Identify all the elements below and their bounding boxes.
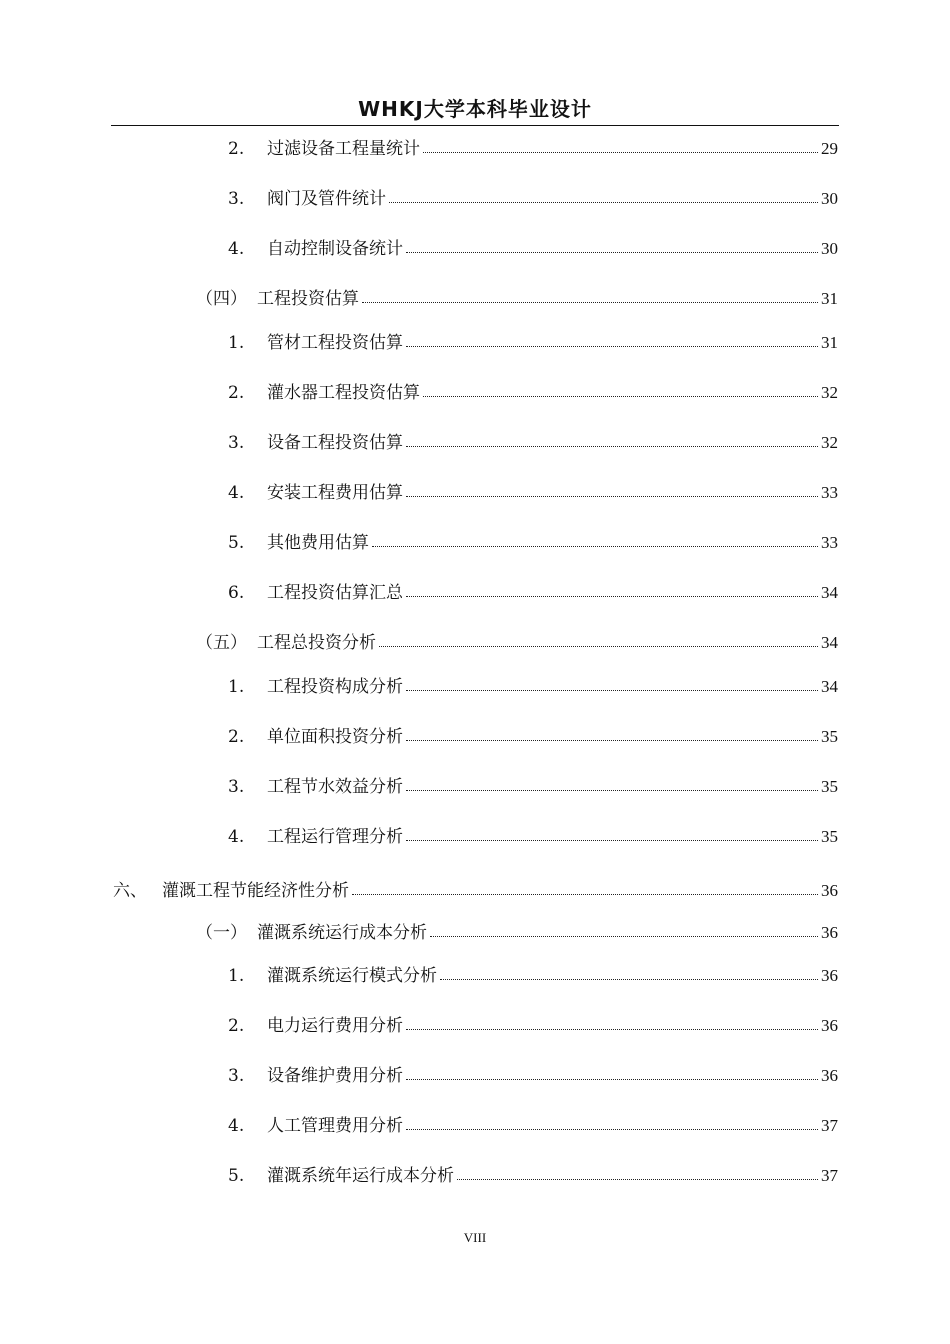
toc-entry[interactable] <box>228 481 838 505</box>
toc-entry[interactable] <box>228 825 838 849</box>
toc-entry-page: 31 <box>821 333 838 352</box>
toc-entry-title: 工程总投资分析 <box>257 633 376 653</box>
toc-entry-page: 37 <box>821 1166 838 1185</box>
toc-entry[interactable] <box>228 1014 838 1038</box>
toc-entry-title: 人工管理费用分析 <box>267 1116 403 1136</box>
toc-entry[interactable] <box>228 531 838 555</box>
toc-entry[interactable] <box>228 331 838 355</box>
toc-entry-page: 36 <box>821 1066 838 1085</box>
toc-entry-number: 5. <box>228 533 245 553</box>
toc-entry[interactable] <box>113 879 838 903</box>
toc-leader-dots <box>430 921 818 937</box>
toc-entry-page: 33 <box>821 483 838 502</box>
toc-leader-dots <box>406 581 818 597</box>
toc-leader-dots <box>406 237 818 253</box>
toc-entry-page: 30 <box>821 239 838 258</box>
toc-entry-title: 工程运行管理分析 <box>267 827 403 847</box>
toc-entry-page: 37 <box>821 1116 838 1135</box>
toc-entry-title: 工程投资构成分析 <box>267 677 403 697</box>
toc-entry[interactable] <box>228 1114 838 1138</box>
toc-entry[interactable] <box>228 1064 838 1088</box>
toc-entry[interactable] <box>228 237 838 261</box>
toc-entry-page: 35 <box>821 827 838 846</box>
toc-entry-number: 六、 <box>113 881 147 901</box>
toc-entry-page: 34 <box>821 583 838 602</box>
toc-entry-page: 32 <box>821 433 838 452</box>
toc-entry-page: 33 <box>821 533 838 552</box>
toc-entry-title: 灌溉工程节能经济性分析 <box>162 881 349 901</box>
toc-entry-title: 灌溉系统运行成本分析 <box>257 923 427 943</box>
header-divider <box>111 125 839 126</box>
toc-leader-dots <box>406 725 818 741</box>
toc-leader-dots <box>423 137 818 153</box>
toc-leader-dots <box>406 481 818 497</box>
toc-entry-page: 32 <box>821 383 838 402</box>
toc-leader-dots <box>379 631 818 647</box>
toc-entry-title: 灌水器工程投资估算 <box>267 383 420 403</box>
toc-leader-dots <box>406 331 818 347</box>
toc-leader-dots <box>362 287 818 303</box>
toc-entry-number: 3. <box>228 777 245 797</box>
toc-entry-title: 电力运行费用分析 <box>267 1016 403 1036</box>
toc-leader-dots <box>406 825 818 841</box>
toc-entry[interactable] <box>228 725 838 749</box>
toc-entry-number: 2. <box>228 383 245 403</box>
toc-entry-number: 1. <box>228 333 245 353</box>
toc-entry-page: 36 <box>821 966 838 985</box>
toc-entry-number: 5. <box>228 1166 245 1186</box>
toc-entry-title: 灌溉系统年运行成本分析 <box>267 1166 454 1186</box>
toc-leader-dots <box>372 531 818 547</box>
toc-leader-dots <box>440 964 818 980</box>
toc-entry[interactable] <box>228 775 838 799</box>
toc-entry[interactable] <box>228 137 838 161</box>
toc-entry-page: 34 <box>821 677 838 696</box>
toc-leader-dots <box>457 1164 818 1180</box>
toc-entry-page: 36 <box>821 881 838 900</box>
toc-leader-dots <box>406 1114 818 1130</box>
toc-leader-dots <box>406 1064 818 1080</box>
toc-leader-dots <box>406 431 818 447</box>
toc-entry-number: 4. <box>228 483 245 503</box>
toc-leader-dots <box>423 381 818 397</box>
toc-entry-number: 6. <box>228 583 245 603</box>
toc-entry-page: 29 <box>821 139 838 158</box>
toc-entry-number: 4. <box>228 239 245 259</box>
toc-entry[interactable] <box>228 964 838 988</box>
toc-entry-number: 2. <box>228 139 245 159</box>
toc-entry-title: 灌溉系统运行模式分析 <box>267 966 437 986</box>
toc-entry[interactable] <box>228 431 838 455</box>
toc-entry-page: 31 <box>821 289 838 308</box>
toc-entry-title: 管材工程投资估算 <box>267 333 403 353</box>
toc-entry-title: 工程投资估算汇总 <box>267 583 403 603</box>
toc-leader-dots <box>389 187 818 203</box>
toc-entry[interactable] <box>196 921 838 945</box>
toc-entry-page: 35 <box>821 727 838 746</box>
toc-entry[interactable] <box>228 675 838 699</box>
toc-entry-page: 30 <box>821 189 838 208</box>
page-number: VIII <box>463 1230 487 1245</box>
toc-entry-number: 3. <box>228 1066 245 1086</box>
toc-entry-title: 设备工程投资估算 <box>267 433 403 453</box>
toc-entry-number: 4. <box>228 827 245 847</box>
toc-entry[interactable] <box>228 581 838 605</box>
toc-entry-title: 工程节水效益分析 <box>267 777 403 797</box>
toc-entry[interactable] <box>228 187 838 211</box>
toc-entry-title: 自动控制设备统计 <box>267 239 403 259</box>
toc-entry[interactable] <box>228 1164 838 1188</box>
toc-entry[interactable] <box>196 631 838 655</box>
toc-entry-number: 2. <box>228 727 245 747</box>
toc-entry-number: 3. <box>228 433 245 453</box>
toc-entry-number: 3. <box>228 189 245 209</box>
toc-entry-page: 36 <box>821 923 838 942</box>
toc-entry-number: （五） <box>196 633 247 653</box>
toc-entry-title: 设备维护费用分析 <box>267 1066 403 1086</box>
toc-entry-number: 1. <box>228 966 245 986</box>
toc-entry-number: 4. <box>228 1116 245 1136</box>
toc-entry-title: 单位面积投资分析 <box>267 727 403 747</box>
toc-entry[interactable] <box>196 287 838 311</box>
toc-leader-dots <box>352 879 818 895</box>
toc-leader-dots <box>406 775 818 791</box>
page-header-title: WHKJ大学本科毕业设计 <box>358 97 592 121</box>
toc-entry-number: 1. <box>228 677 245 697</box>
toc-leader-dots <box>406 675 818 691</box>
toc-entry-page: 34 <box>821 633 838 652</box>
toc-entry-number: （一） <box>196 923 247 943</box>
toc-entry-title: 工程投资估算 <box>257 289 359 309</box>
toc-leader-dots <box>406 1014 818 1030</box>
toc-entry-title: 其他费用估算 <box>267 533 369 553</box>
toc-entry-page: 35 <box>821 777 838 796</box>
toc-entry-title: 阀门及管件统计 <box>267 189 386 209</box>
toc-entry-number: （四） <box>196 289 247 309</box>
toc-entry-title: 安装工程费用估算 <box>267 483 403 503</box>
toc-entry-number: 2. <box>228 1016 245 1036</box>
toc-entry-page: 36 <box>821 1016 838 1035</box>
toc-entry-title: 过滤设备工程量统计 <box>267 139 420 159</box>
toc-entry[interactable] <box>228 381 838 405</box>
